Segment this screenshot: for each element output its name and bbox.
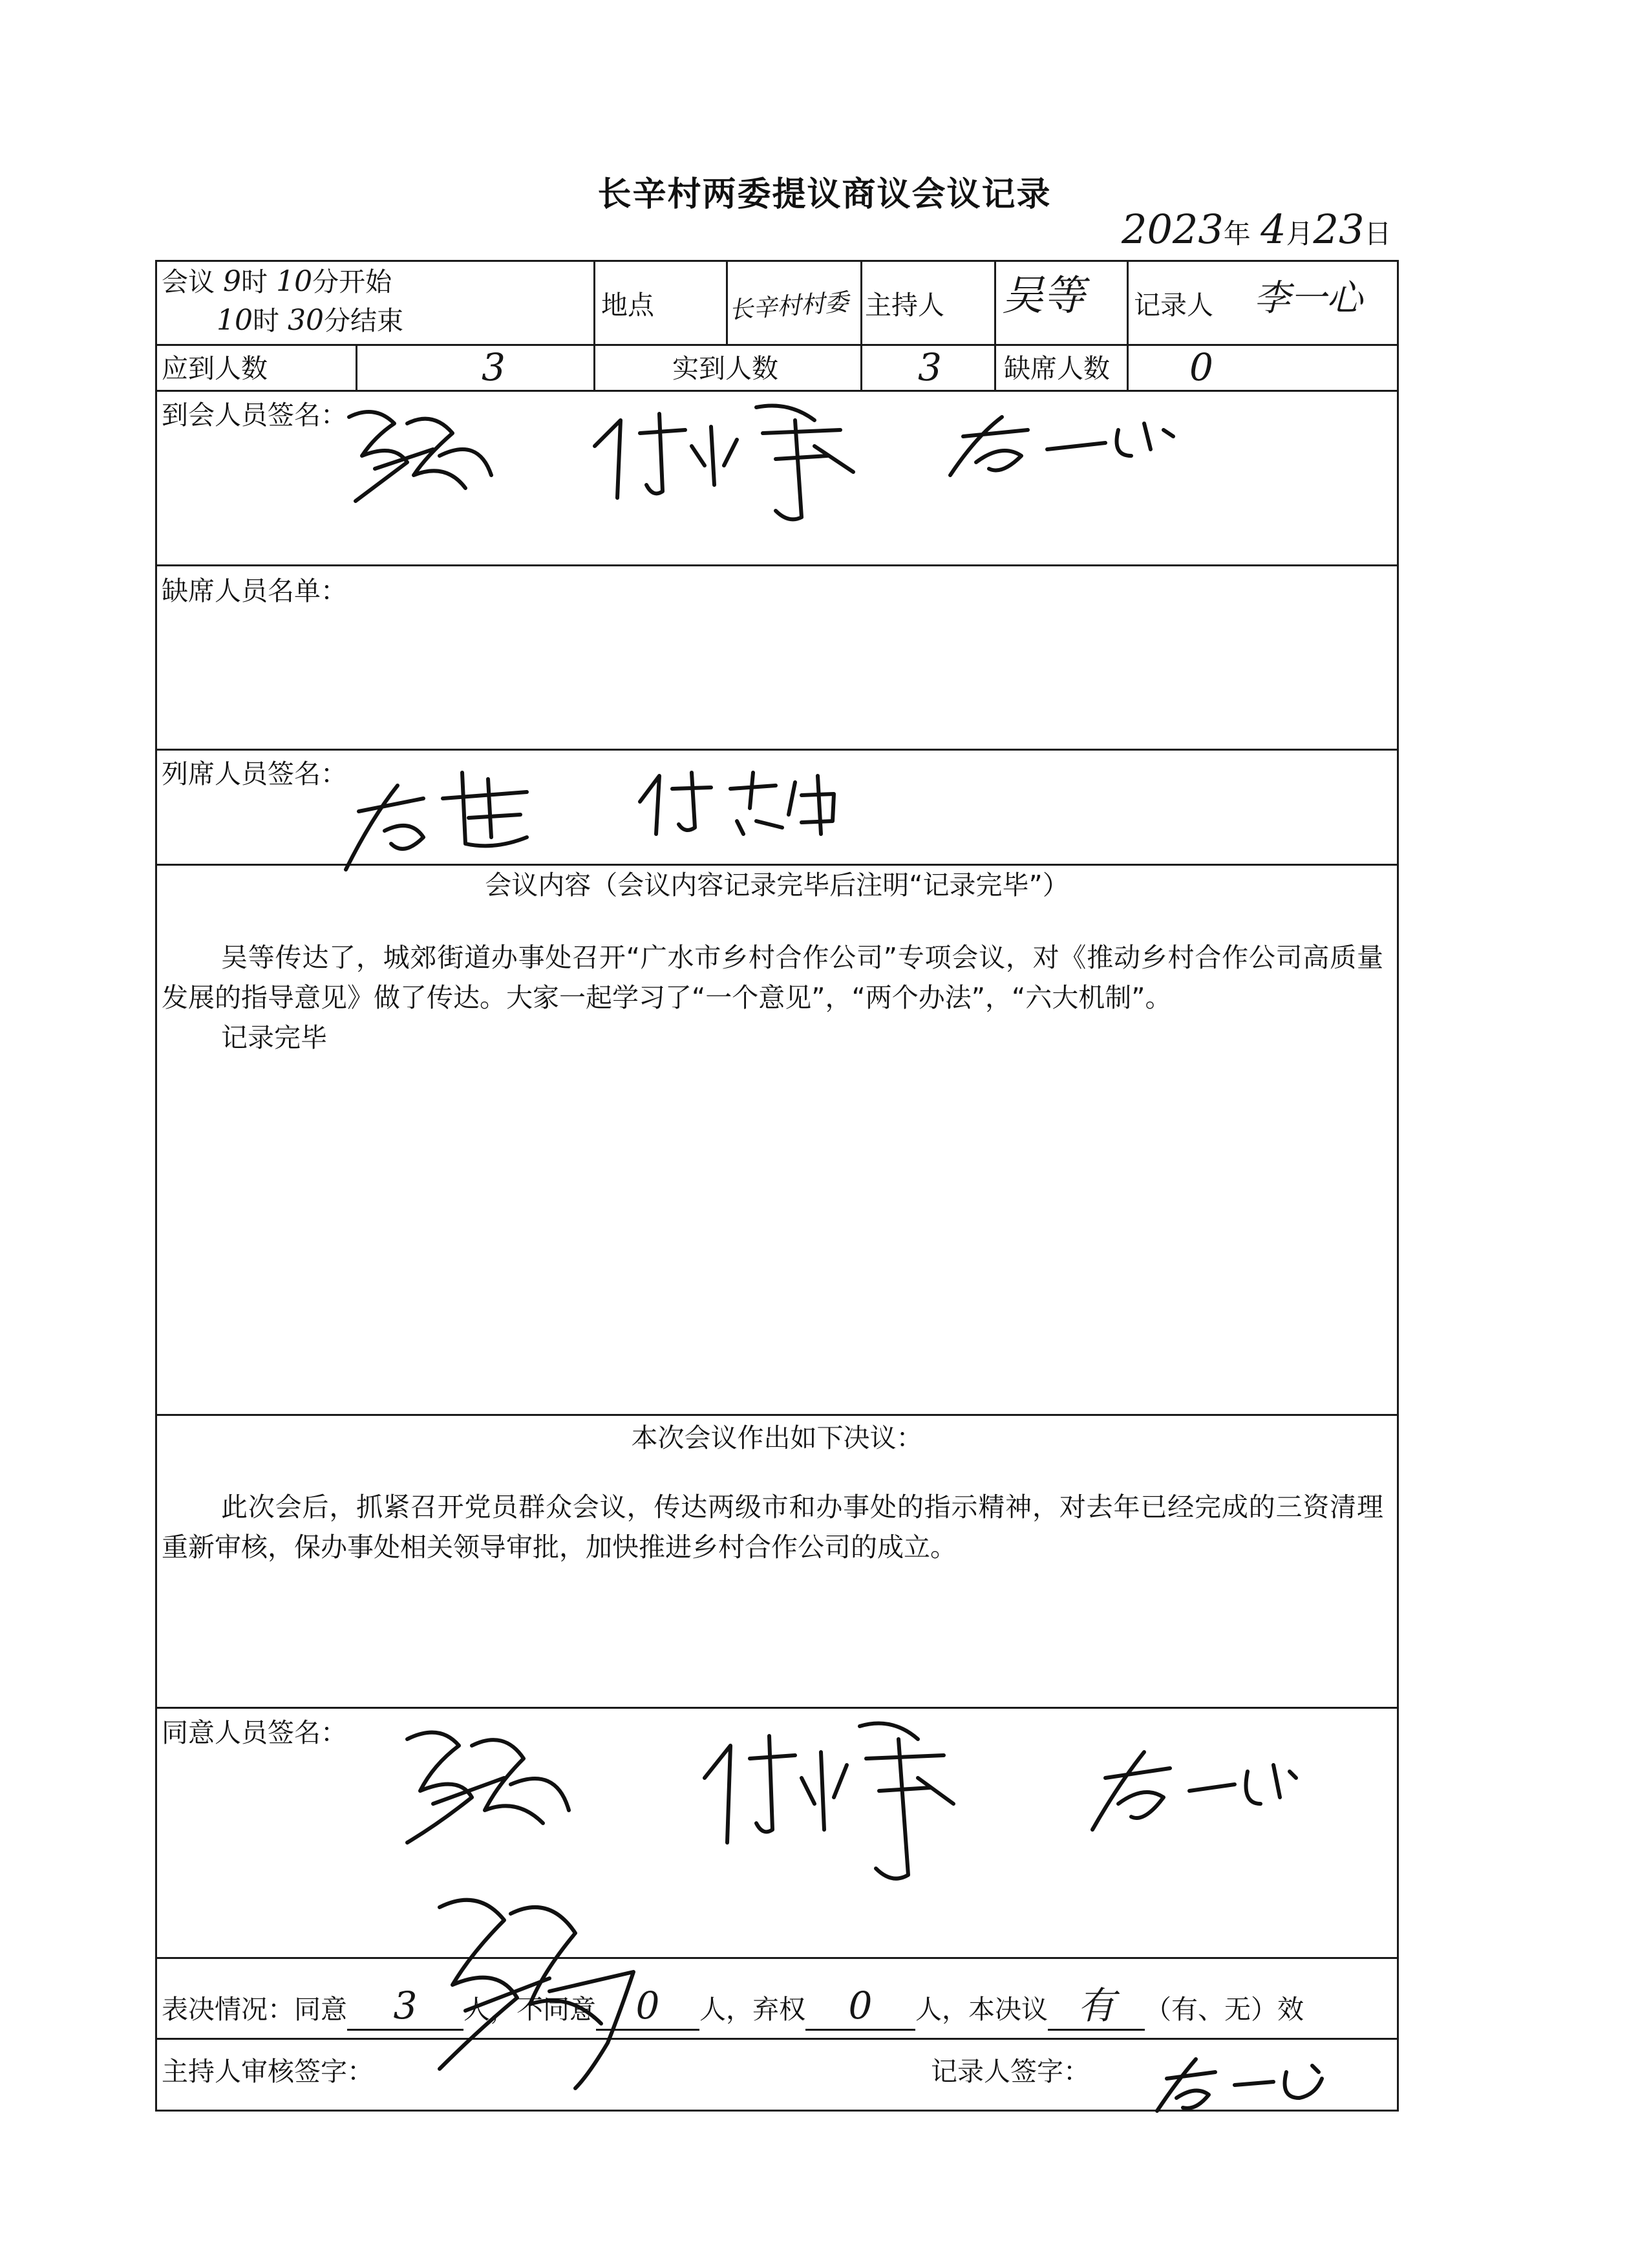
consent-signature-li	[1080, 1733, 1299, 1836]
content-body	[162, 937, 1383, 1058]
consent-signature-wu	[388, 1713, 582, 1856]
present-count-value: 3	[918, 345, 942, 389]
start-minute: 10	[276, 265, 313, 298]
location-label: 地点	[601, 290, 654, 321]
vote-agree: 3	[393, 1984, 418, 2027]
recorder-sign-label: 记录人签字：	[931, 2056, 1090, 2087]
location-value: 长辛村村委	[728, 288, 850, 325]
present-count-label: 实到人数	[672, 353, 778, 384]
expected-count-label: 应到人数	[162, 353, 268, 384]
absentee-list-label: 缺席人员名单：	[162, 575, 347, 606]
vote-result: 表决情况：同意 3 人，不同意 0 人，弃权 0 人，本决议 有 （有、无）效	[162, 1984, 1304, 2031]
content-paragraph: 吴等传达了，城郊街道办事处召开“广水市乡村合作公司”专项会议，对《推动乡村合作公司高质量发展的指导意见》做了传达。大家一起学习了“一个意见”，“两个办法”，“六大机制”。	[162, 942, 1383, 1013]
signature-fu-zhizhong	[627, 763, 847, 840]
host-signature	[414, 1875, 646, 2101]
resolution-heading: 本次会议作出如下决议：	[631, 1422, 923, 1453]
resolution-paragraph: 此次会后，抓紧召开党员群众会议，传达两级市和办事处的指示精神，对去年已经完成的三资清理重新审核，保办事处相关领导审批，加快推进乡村合作公司的成立。	[162, 1492, 1383, 1563]
document-title: 长辛村两委提议商议会议记录	[597, 175, 1052, 214]
date-month: 4	[1261, 206, 1286, 253]
resolution-body	[162, 1487, 1383, 1567]
recorder-signature	[1144, 2046, 1338, 2117]
recorder-label: 记录人	[1134, 290, 1213, 321]
signature-li	[937, 404, 1183, 488]
end-minute: 30	[288, 304, 324, 337]
expected-count-value: 3	[482, 345, 505, 389]
consent-signature-fu	[692, 1707, 963, 1888]
content-heading: 会议内容（会议内容记录完毕后注明“记录完毕”）	[485, 870, 1069, 901]
meeting-end-time: 10时 30分结束	[217, 304, 404, 337]
signature-li-shilin	[333, 760, 546, 876]
vote-disagree: 0	[635, 1984, 660, 2027]
date-year: 2023	[1122, 206, 1224, 253]
date-day: 23	[1313, 206, 1365, 253]
host-review-label: 主持人审核签字：	[162, 2056, 374, 2087]
absent-count-value: 0	[1189, 345, 1213, 389]
host-value: 吴等	[1002, 272, 1085, 320]
meeting-time: 会议 9时 10分开始	[162, 265, 392, 298]
signature-fu	[582, 394, 866, 524]
vote-abstain: 0	[848, 1984, 873, 2027]
absent-count-label: 缺席人数	[1004, 353, 1110, 384]
host-label: 主持人	[865, 290, 944, 321]
end-hour: 10	[217, 304, 253, 337]
attendee-signature-label: 到会人员签名：	[162, 400, 347, 431]
start-hour: 9	[223, 265, 242, 298]
content-end-note: 记录完毕	[221, 1022, 327, 1053]
vote-validity: 有	[1077, 1984, 1115, 2027]
observer-signature-label: 列席人员签名：	[162, 758, 347, 789]
signature-wu	[336, 398, 504, 514]
meeting-date: 2023年 4月23日	[1122, 206, 1392, 253]
recorder-value: 李一心	[1254, 277, 1363, 319]
consent-signature-label: 同意人员签名：	[162, 1717, 347, 1748]
